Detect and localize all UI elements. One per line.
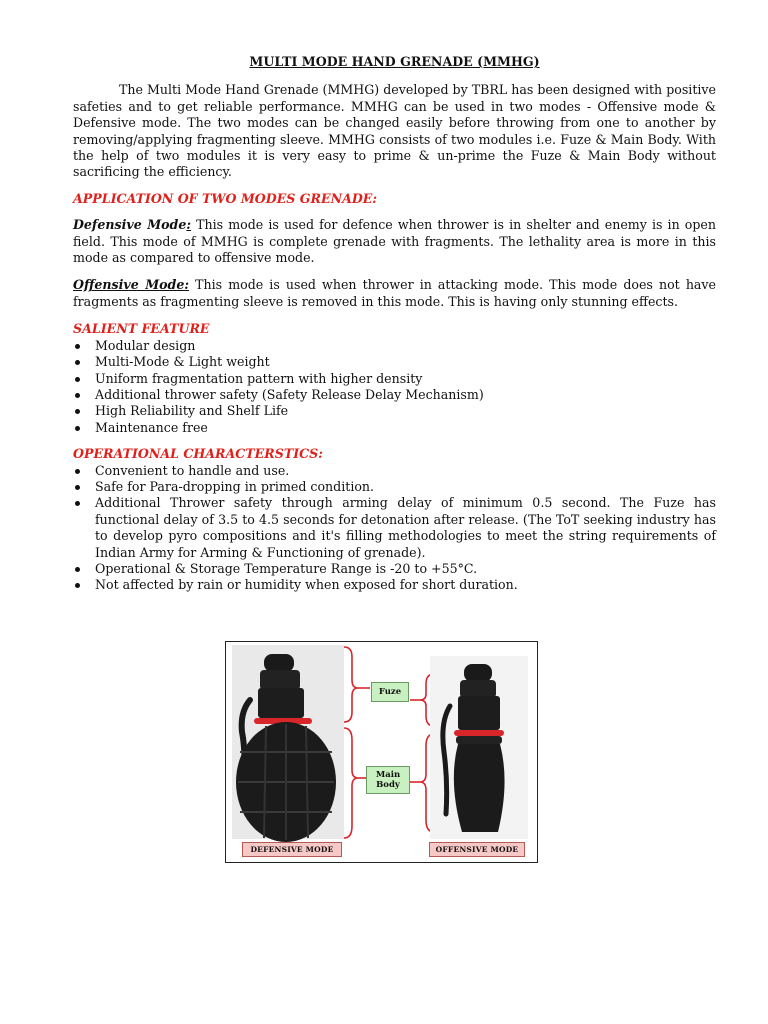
- list-item: Maintenance free: [73, 420, 716, 436]
- defensive-fuze-body: [260, 670, 300, 690]
- fuze-bracket-left: [344, 647, 358, 722]
- offensive-mode-caption: OFFENSIVE MODE: [429, 842, 525, 857]
- offensive-mode-text: This mode is used when thrower in attacking mode. This mode does not have fragments as fragmenting sleeve is removed in this mode. This is having only stunning effects.: [73, 277, 717, 309]
- grenade-illustration: [226, 642, 537, 862]
- list-item: Multi-Mode & Light weight: [73, 354, 716, 370]
- defensive-fuze-base: [258, 688, 304, 718]
- intro-paragraph: The Multi Mode Hand Grenade (MMHG) developed by TBRL has been designed with positive safeties and to get reliable performance. MMHG can be used in two modes - Offensive mode & Defensive mode. The two modes can be changed easily before throwing from one to another by removing/applying fragmenting sleeve. MMHG consists of two modules i.e. Fuze & Main Body. With the help of two modules it is very easy to prime & un-prime the Fuze & Main Body without sacrificing the efficiency.: [73, 82, 716, 180]
- document-title: MULTI MODE HAND GRENADE (MMHG): [249, 54, 540, 69]
- document-page: [73, 54, 716, 604]
- application-heading: APPLICATION OF TWO MODES GRENADE:: [73, 190, 378, 206]
- operational-list: [73, 463, 716, 594]
- defensive-mode-label: Defensive Mode:: [73, 217, 192, 233]
- offensive-fuze-cap: [464, 664, 492, 682]
- offensive-ring: [454, 730, 504, 736]
- list-item: High Reliability and Shelf Life: [73, 403, 716, 419]
- offensive-fuze-body: [460, 680, 496, 698]
- defensive-fuze-cap: [264, 654, 294, 672]
- salient-feature-heading: SALIENT FEATURE: [73, 321, 210, 337]
- salient-feature-list: [73, 338, 716, 436]
- offensive-fuze-base: [458, 696, 500, 730]
- list-item: Additional Thrower safety through arming delay of minimum 0.5 second. The Fuze has functional delay of 3.5 to 4.5 seconds for detonation after release. (The ToT seeking industry has to develop pyro compositions and it's filling methodologies to meet the string requirements of Indian Army for Arming & Functioning of grenade).: [73, 495, 716, 561]
- operational-heading: OPERATIONAL CHARACTERSTICS:: [73, 446, 323, 462]
- offensive-mode-label: Offensive Mode:: [73, 277, 190, 293]
- list-item: Additional thrower safety (Safety Release Delay Mechanism): [73, 387, 716, 403]
- list-item: Operational & Storage Temperature Range is -20 to +55°C.: [73, 561, 716, 577]
- list-item: Uniform fragmentation pattern with higher density: [73, 371, 716, 387]
- defensive-mode-text: This mode is used for defence when thrower is in shelter and enemy is in open field. This mode of MMHG is complete grenade with fragments. The lethality area is more in this mode as compared to offensive mode.: [73, 217, 716, 266]
- list-item: Modular design: [73, 338, 716, 354]
- defensive-mode-paragraph: [73, 217, 716, 266]
- fuze-label: Fuze: [371, 682, 409, 702]
- offensive-mode-paragraph: [73, 277, 716, 310]
- main-body-label-line-2: Body: [376, 780, 400, 790]
- list-item: Safe for Para-dropping in primed condition.: [73, 479, 716, 495]
- offensive-main-body: [454, 744, 505, 832]
- main-body-bracket-left: [344, 728, 358, 838]
- list-item: Not affected by rain or humidity when exposed for short duration.: [73, 577, 716, 593]
- list-item: Convenient to handle and use.: [73, 463, 716, 479]
- defensive-mode-caption: DEFENSIVE MODE: [242, 842, 342, 857]
- main-body-label: [366, 766, 410, 794]
- grenade-figure: [225, 641, 538, 863]
- main-body-label-line-1: Main: [375, 770, 401, 780]
